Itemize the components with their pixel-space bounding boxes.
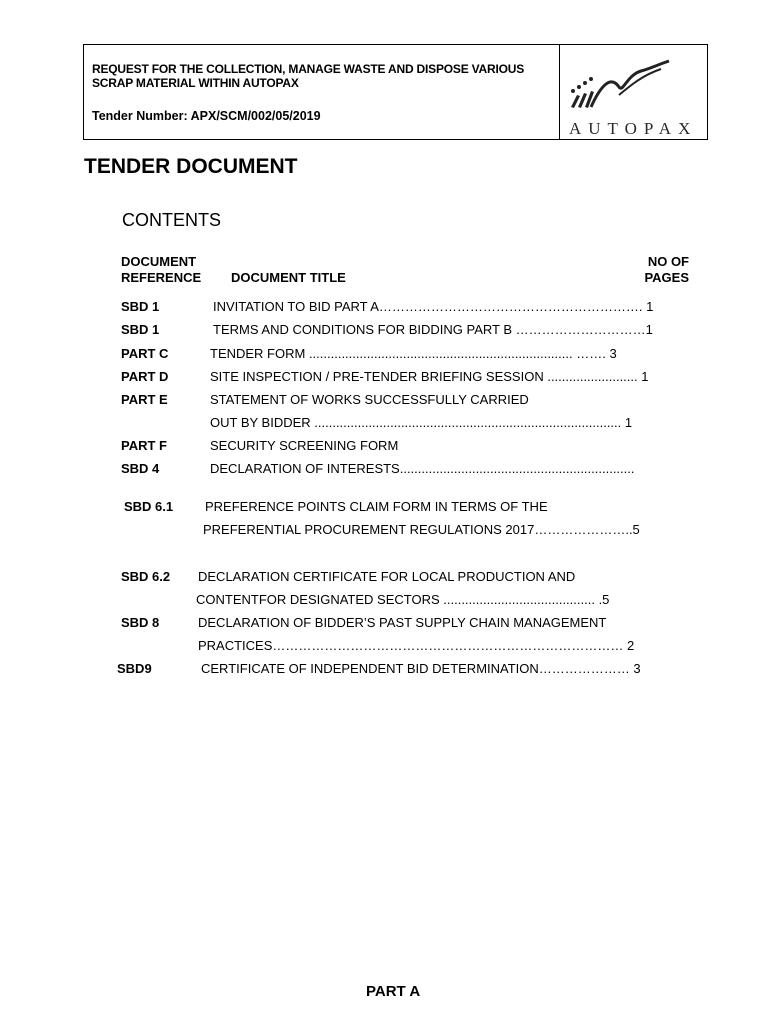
entry-ref: SBD 1 (121, 322, 160, 337)
entry-title: TENDER FORM ......................................................................... ……. 3 (210, 346, 617, 361)
column-header-pages-line2: PAGES (644, 270, 689, 285)
entry-ref: PART C (121, 346, 169, 361)
request-title-line2: SCRAP MATERIAL WITHIN AUTOPAX (92, 76, 299, 90)
logo-text: AUTOPAX (569, 119, 698, 138)
contents-heading: CONTENTS (122, 210, 221, 230)
entry-title: DECLARATION OF INTERESTS................................................................. (210, 461, 635, 476)
entry-title: SECURITY SCREENING FORM (210, 438, 399, 453)
document-title: TENDER DOCUMENT (84, 155, 298, 178)
column-header-reference (121, 254, 201, 286)
entry-ref: PART E (121, 392, 168, 407)
entry-title: TERMS AND CONDITIONS FOR BIDDING PART B …………………………1 (213, 322, 653, 337)
entry-ref: SBD 6.1 (124, 499, 174, 514)
entry-ref: SBD 1 (121, 299, 160, 314)
entry-title: INVITATION TO BID PART A……………………………………………………. 1 (213, 299, 654, 314)
request-title-line1: REQUEST FOR THE COLLECTION, MANAGE WASTE AND DISPOSE VARIOUS (92, 62, 525, 76)
entry-title: DECLARATION OF BIDDER’S PAST SUPPLY CHAIN MANAGEMENT (198, 615, 607, 630)
entry-title: PREFERENCE POINTS CLAIM FORM IN TERMS OF THE (205, 499, 548, 514)
header-info (84, 45, 560, 139)
column-header-pages (639, 254, 689, 286)
column-header-reference-line1: DOCUMENT (121, 254, 197, 269)
entry-title: SITE INSPECTION / PRE-TENDER BRIEFING SESSION ......................... 1 (210, 369, 649, 384)
entry-ref: SBD9 (117, 661, 152, 676)
entry-title: CERTIFICATE OF INDEPENDENT BID DETERMINATION………………… 3 (201, 661, 641, 676)
logo-mark-icon (561, 45, 707, 117)
header-box (83, 44, 708, 140)
entry-title-continued: CONTENTFOR DESIGNATED SECTORS .......................................... .5 (196, 592, 610, 607)
autopax-logo (561, 45, 707, 139)
entry-title: STATEMENT OF WORKS SUCCESSFULLY CARRIED (210, 392, 529, 407)
entry-ref: PART D (121, 369, 169, 384)
entry-ref: SBD 8 (121, 615, 160, 630)
entry-ref: SBD 6.2 (121, 569, 171, 584)
tender-number: Tender Number: APX/SCM/002/05/2019 (92, 109, 321, 123)
entry-ref: PART F (121, 438, 167, 453)
page-footer: PART A (366, 983, 421, 1000)
column-header-title: DOCUMENT TITLE (231, 270, 346, 285)
entry-title: DECLARATION CERTIFICATE FOR LOCAL PRODUCTION AND (198, 569, 576, 584)
entry-ref: SBD 4 (121, 461, 160, 476)
column-header-pages-line1: NO OF (647, 254, 689, 269)
request-title (92, 62, 552, 90)
entry-title-continued: OUT BY BIDDER ..................................................................................... 1 (210, 415, 633, 430)
column-header-reference-line2: REFERENCE (121, 270, 202, 285)
entry-title-continued: PRACTICES……………………………………………………………………… 2 (198, 638, 635, 653)
entry-title-continued: PREFERENTIAL PROCUREMENT REGULATIONS 2017…………………..5 (203, 522, 640, 537)
